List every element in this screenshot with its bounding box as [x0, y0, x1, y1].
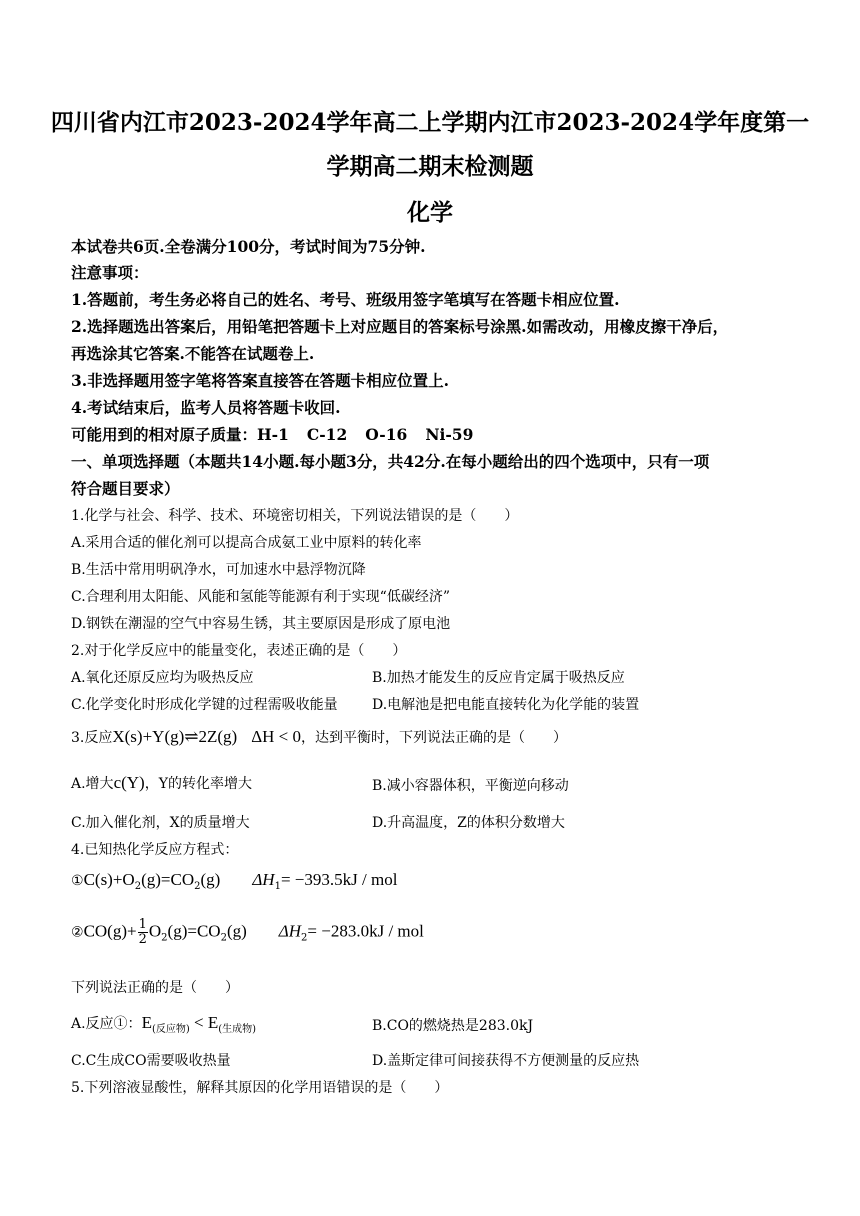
section1-heading-line1: 一、单项选择题（本题共14小题.每小题3分，共42分.在每小题给出的四个选项中，只有一项 — [71, 452, 710, 471]
q4-eq2-mark: ② — [71, 924, 84, 941]
q2-option-c: C.化学变化时形成化学键的过程需吸收能量 — [71, 697, 338, 713]
q4-equation-1 — [71, 870, 397, 892]
notice-item-3: 3.非选择题用签字笔将答案直接答在答题卡相应位置上. — [71, 371, 450, 390]
q4-stem: 4.已知热化学反应方程式： — [71, 842, 239, 858]
q3-option-a-math: c(Y) — [113, 773, 145, 792]
atomic-masses — [71, 423, 473, 445]
notice-heading: 注意事项： — [71, 263, 149, 282]
q1-option-c: C.合理利用太阳能、风能和氢能等能源有利于实现“低碳经济” — [71, 589, 450, 605]
q3-option-b: B.减小容器体积，平衡逆向移动 — [372, 778, 569, 794]
atomic-mass-o: O-16 — [365, 425, 408, 444]
atomic-mass-ni: Ni-59 — [425, 425, 474, 444]
q4-option-d: D.盖斯定律可间接获得不方便测量的反应热 — [372, 1053, 640, 1069]
q4-option-c: C.C生成CO需要吸收热量 — [71, 1053, 231, 1069]
notice-item-2a: 2.选择题选出答案后，用铅笔把答题卡上对应题目的答案标号涂黑.如需改动，用橡皮擦干净后， — [71, 317, 729, 336]
q4-option-a — [71, 1013, 256, 1035]
q4-eq2-end: (g) — [226, 921, 247, 941]
q3-option-a-suffix: ，Y的转化率增大 — [144, 776, 252, 792]
atomic-mass-c: C-12 — [306, 425, 348, 444]
q1-option-b: B.生活中常用明矾净水，可加速水中悬浮物沉降 — [71, 562, 366, 578]
q4-eq1-sub-o2: 2 — [134, 881, 142, 892]
q4-eq2-frac-den: 2 — [138, 932, 147, 947]
q3-enthalpy: ΔH < 0 — [251, 727, 302, 746]
q4-eq2-mid2: (g)=CO — [167, 921, 221, 941]
exam-title-line2: 学期高二期末检测题 — [326, 153, 534, 180]
notice-item-4: 4.考试结束后，监考人员将答题卡收回. — [71, 398, 341, 417]
subject-title: 化学 — [407, 199, 453, 226]
q3-stem — [71, 727, 567, 747]
q3-option-c: C.加入催化剂，X的质量增大 — [71, 815, 250, 831]
q4-eq2-frac-num: 1 — [138, 917, 147, 932]
q4-eq1-sub-co2: 2 — [194, 881, 201, 892]
q1-option-a: A.采用合适的催化剂可以提高合成氨工业中原料的转化率 — [71, 535, 422, 551]
q4-eq1-dh-index: 1 — [274, 881, 281, 892]
q4-option-a-e1: E — [141, 1013, 152, 1032]
section1-heading-line2: 符合题目要求） — [71, 479, 180, 498]
q4-eq1-mid: (g)=CO — [141, 870, 195, 889]
q4-equation-2 — [71, 918, 424, 947]
q4-eq2-dh-index: 2 — [301, 932, 308, 944]
q4-option-a-prefix: A.反应①： — [71, 1016, 142, 1032]
q4-option-a-e1-sub: (反应物) — [151, 1024, 190, 1035]
notice-item-1: 1.答题前，考生务必将自己的姓名、考号、班级用签字笔填写在答题卡相应位置. — [71, 290, 620, 309]
q4-eq2-dh-label: ΔH — [278, 921, 302, 941]
q4-option-a-lt: < — [189, 1013, 208, 1032]
q2-stem: 2.对于化学反应中的能量变化，表述正确的是（ ） — [71, 643, 407, 659]
q4-option-a-e2: E — [207, 1013, 219, 1032]
q4-eq1-dh-label: ΔH — [252, 870, 275, 889]
q2-option-a: A.氧化还原反应均为吸热反应 — [71, 670, 254, 686]
q2-option-d: D.电解池是把电能直接转化为化学能的装置 — [372, 697, 640, 713]
q4-eq1-end: (g) — [200, 870, 221, 889]
q4-eq2-dh-value: = −283.0kJ / mol — [307, 921, 424, 941]
q3-option-d: D.升高温度，Z的体积分数增大 — [372, 815, 565, 831]
q4-question: 下列说法正确的是（ ） — [71, 980, 239, 996]
atomic-mass-h: H-1 — [257, 425, 289, 444]
q4-eq2-lhs: CO(g)+ — [83, 921, 137, 941]
q5-stem: 5.下列溶液显酸性，解释其原因的化学用语错误的是（ ） — [71, 1080, 449, 1096]
q4-eq1-dh-value: = −393.5kJ / mol — [280, 870, 398, 889]
q3-option-a — [71, 773, 252, 793]
q1-stem: 1.化学与社会、科学、技术、环境密切相关，下列说法错误的是（ ） — [71, 508, 519, 524]
q4-option-a-e2-sub: (生成物) — [218, 1024, 257, 1035]
q1-option-d: D.钢铁在潮湿的空气中容易生锈，其主要原因是形成了原电池 — [71, 616, 451, 632]
q3-option-a-prefix: A.增大 — [71, 776, 114, 792]
exam-info: 本试卷共6页.全卷满分100分，考试时间为75分钟. — [71, 237, 426, 256]
q3-prefix: 3.反应 — [71, 730, 113, 746]
exam-title-line1: 四川省内江市2023-2024学年高二上学期内江市2023-2024学年度第一 — [50, 109, 810, 136]
q2-option-b: B.加热才能发生的反应肯定属于吸热反应 — [372, 670, 625, 686]
q4-eq2-fraction — [138, 918, 148, 947]
q4-eq1-lhs: C(s)+O — [83, 870, 135, 889]
q3-equation: X(s)+Y(g)⇌2Z(g) — [112, 727, 238, 746]
q4-eq2-mid: O — [148, 921, 162, 941]
notice-item-2b: 再选涂其它答案.不能答在试题卷上. — [71, 344, 315, 363]
q4-eq2-sub-co2: 2 — [220, 932, 227, 944]
q4-eq2-sub-o2: 2 — [161, 932, 168, 944]
atomic-masses-label: 可能用到的相对原子质量： — [71, 425, 258, 444]
q4-option-b: B.CO的燃烧热是283.0kJ — [372, 1018, 534, 1034]
q4-eq1-mark: ① — [71, 873, 84, 889]
q3-suffix: ，达到平衡时，下列说法正确的是（ ） — [301, 730, 568, 746]
